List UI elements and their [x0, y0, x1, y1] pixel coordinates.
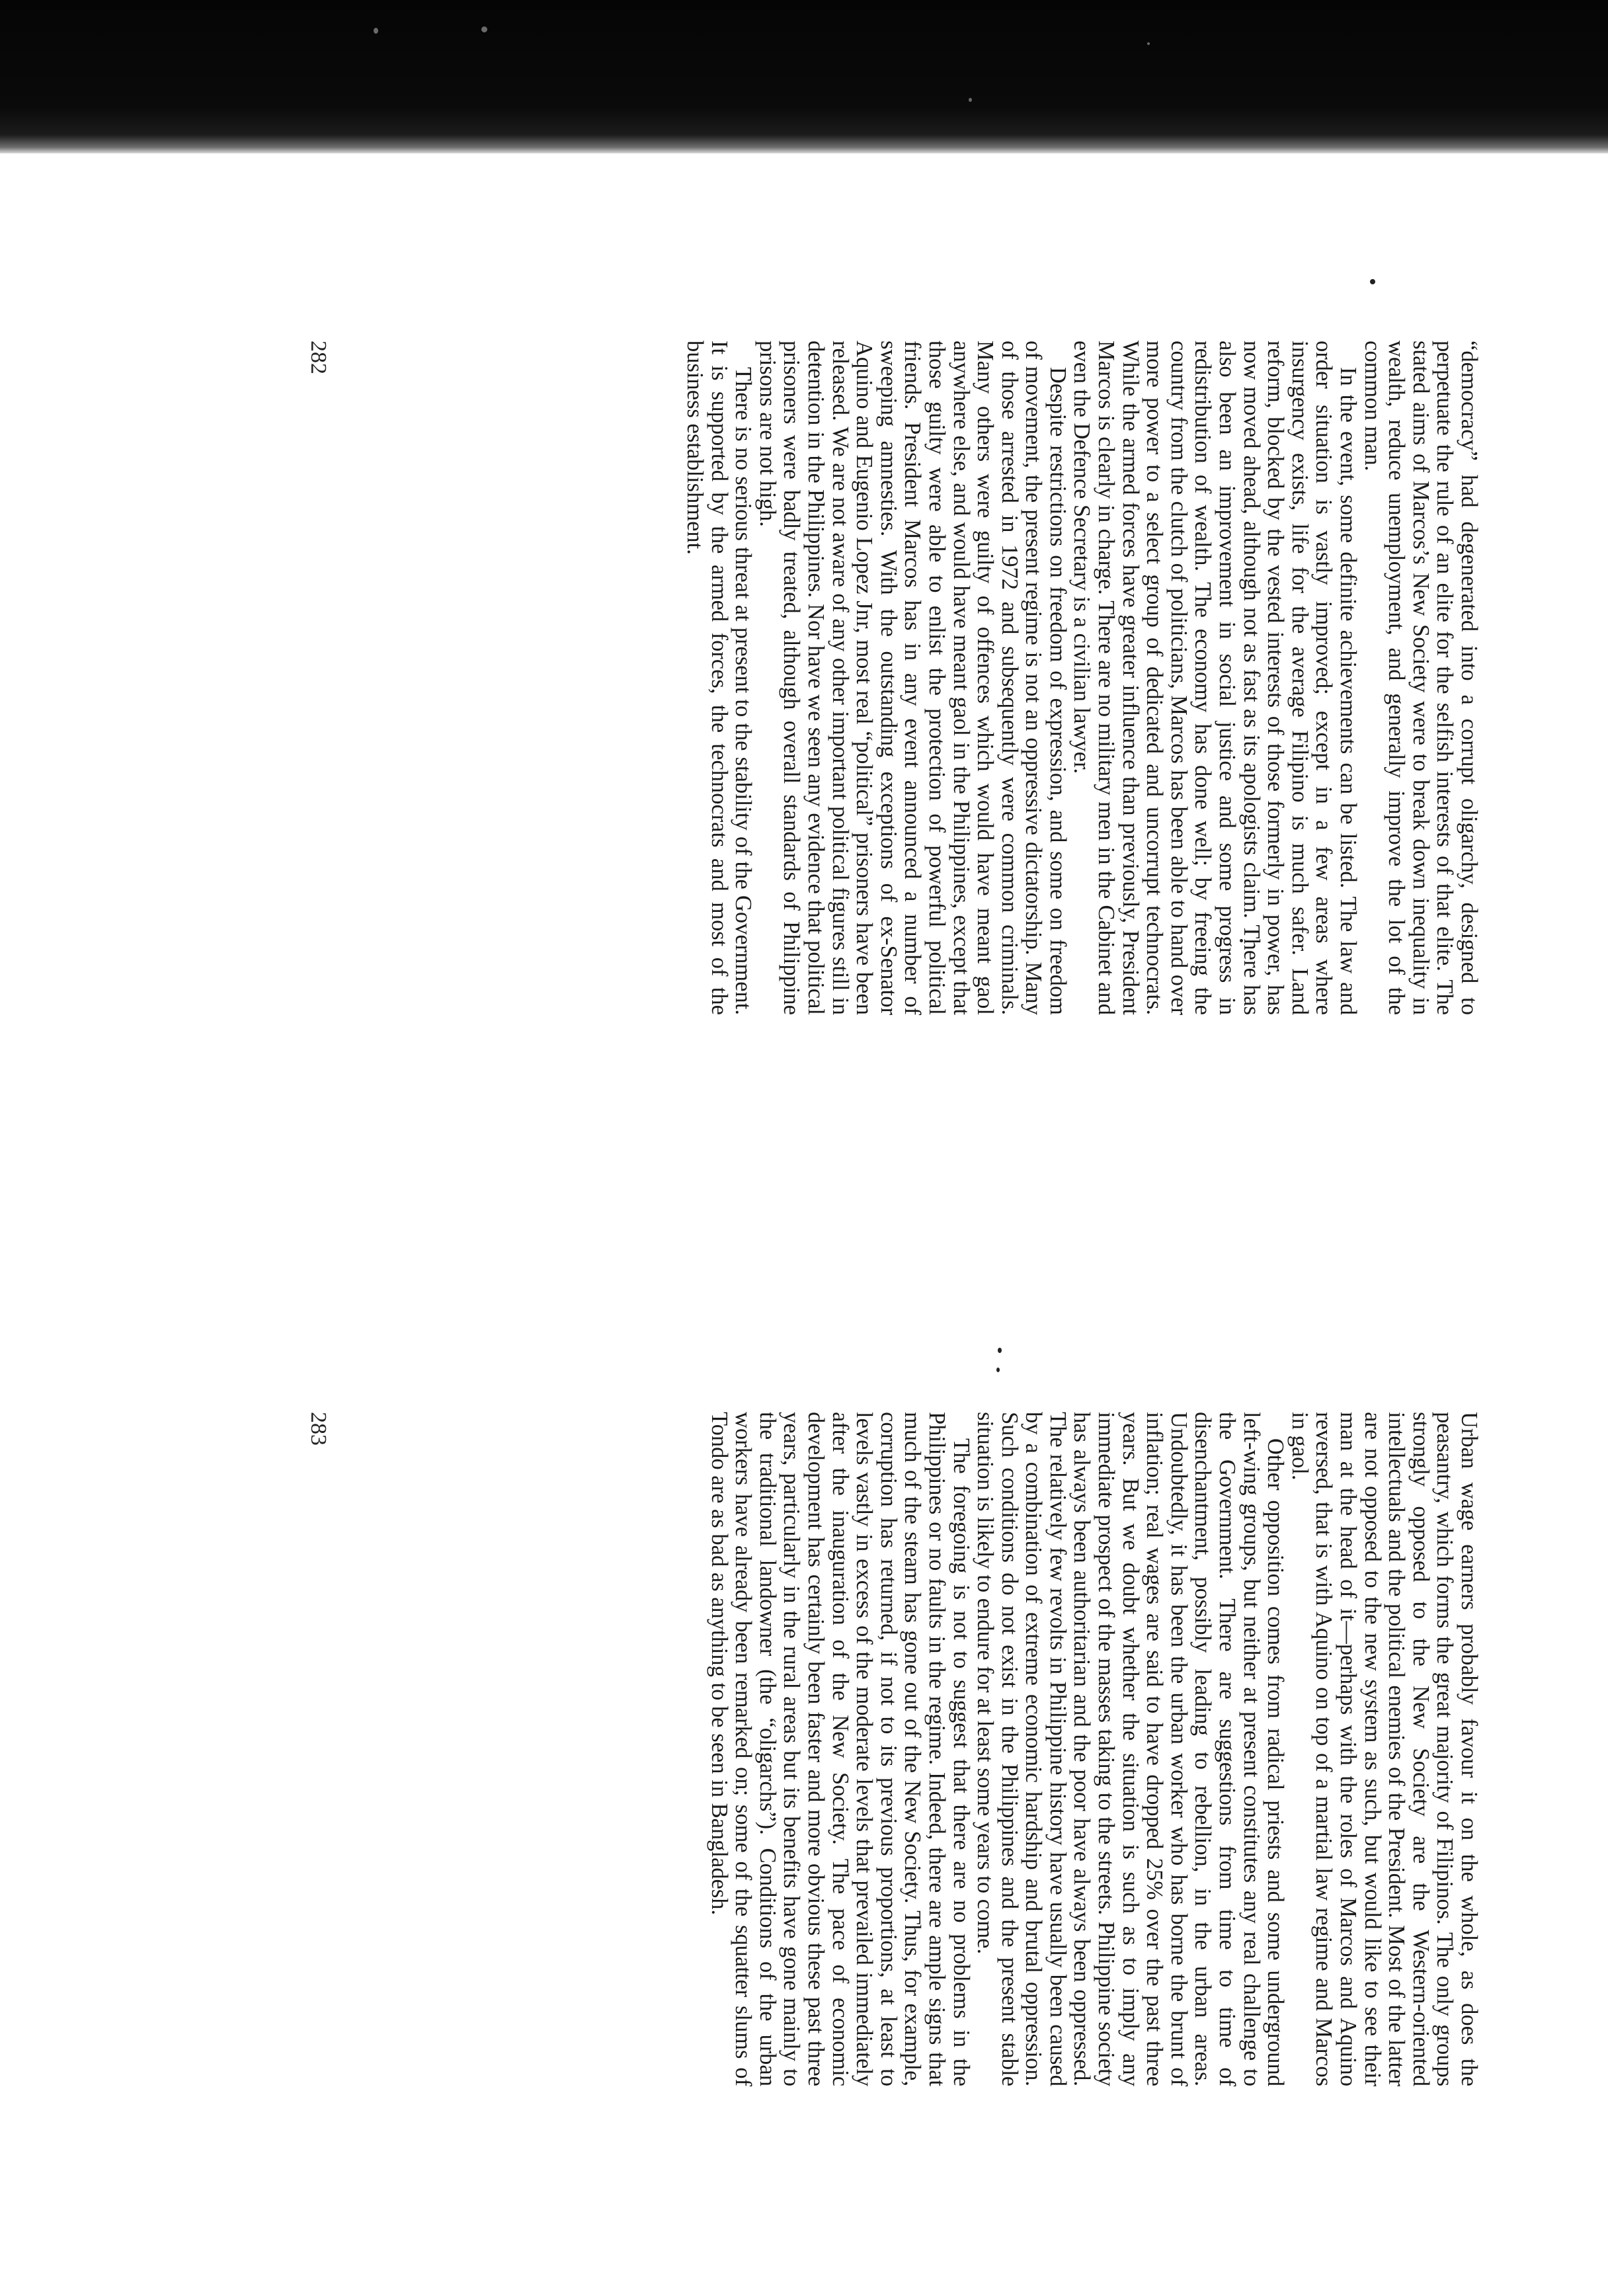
scan-speck	[481, 26, 487, 32]
book-spread	[172, 341, 1481, 2179]
scanner-shadow-band	[0, 0, 1608, 153]
left-page	[172, 341, 1481, 1015]
right-paragraph-2: Other opposition comes from radical priests and some underground left-wing groups, but neither at present constitutes any real challenge to the Government. There are suggestions from time to time of disenchantment, possibly leading to rebellion, in the urban areas. Undoubtedly, it has been the urban worker who has borne the brunt of inflation; real wages are said to have dropped 25% over the past three years. But we doubt whether the situation is such as to imply any immediate prospect of the masses taking to the streets. Philippine society has always been authoritarian and the poor have always been oppressed. The relatively few revolts in Philippine history have usually been caused by a combination of extreme economic hardship and brutal oppression. Such conditions do not exist in the Philippines and the present stable situation is likely to endure for at least some years to come.	[973, 1412, 1289, 2086]
right-page	[172, 1412, 1481, 2086]
scan-speck	[969, 98, 972, 102]
left-paragraph-3: Despite restrictions on freedom of expression, and some on freedom of movement, the present regime is not an oppressive dictatorship. Many of those arrested in 1972 and subsequently were common criminals. Many others were guilty of offences which would have meant gaol anywhere else, and would have meant gaol in the Philippines, except that those guilty were able to enlist the protection of powerful political friends. President Marcos has in any event announced a number of sweeping amnesties. With the outstanding exceptions of ex-Senator Aquino and Eugenio Lopez Jnr, most real “political” prisoners have been released. We are not aware of any other important political figures still in detention in the Philippines. Nor have we seen any evidence that political prisoners were badly treated, although overall standards of Philippine prisons are not high.	[754, 341, 1070, 1015]
left-paragraph-2: In the event, some definite achievements can be listed. The law and order situation is vastly improved; except in a few areas where insurgency exists, life for the average Filipino is much safer. Land reform, blocked by the vested interests of those formerly in power, has now moved ahead, although not as fast as its apologists claim. There has also been an improvement in social justice and some progress in redistribution of wealth. The economy has done well; by freeing the country from the clutch of politicians, Marcos has been able to hand over more power to a select group of dedicated and uncorrupt technocrats. While the armed forces have greater influence than previously, President Marcos is clearly in charge. There are no military men in the Cabinet and even the Defence Secretary is a civilian lawyer.	[1069, 341, 1361, 1015]
left-paragraph-1: “democracy” had degenerated into a corrupt oligarchy, designed to perpetuate the rule of an elite for the selfish interests of that elite. The stated aims of Marcos’s New Society were to break down inequality in wealth, reduce unemployment, and generally improve the lot of the common man.	[1359, 341, 1482, 1015]
left-paragraph-4: There is no serious threat at present to the stability of the Government. It is supported by the armed forces, the technocrats and most of the business establishment.	[682, 341, 756, 1015]
page-number-right: 283	[306, 1412, 331, 1446]
page-number-left: 282	[306, 341, 331, 374]
scan-speck	[374, 28, 378, 34]
scan-dot	[1370, 279, 1375, 284]
right-paragraph-3: The foregoing is not to suggest that there are no problems in the Philippines or no faults in the regime. Indeed, there are ample signs that much of the steam has gone out of the New Society. Thus, for example, corruption has returned, if not to its previous proportions, at least to levels vastly in excess of the moderate levels that prevailed immediately after the inauguration of the New Society. The pace of economic development has certainly been faster and more obvious these past three years, particularly in the rural areas but its benefits have gone mainly to the traditional landowner (the “oligarchs”). Conditions of the urban workers have already been remarked on; some of the squatter slums of Tondo are as bad as anything to be seen in Bangladesh.	[706, 1412, 974, 2086]
right-paragraph-1: Urban wage earners probably favour it on the whole, as does the peasantry, which forms the great majority of Filipinos. The only groups strongly opposed to the New Society are the Western-oriented intellectuals and the political enemies of the President. Most of the latter are not opposed to the new system as such, but would like to see their man at the head of it—perhaps with the roles of Marcos and Aquino reversed, that is with Aquino on top of a martial law regime and Marcos in gaol.	[1287, 1412, 1482, 2086]
scan-speck	[1147, 42, 1150, 45]
